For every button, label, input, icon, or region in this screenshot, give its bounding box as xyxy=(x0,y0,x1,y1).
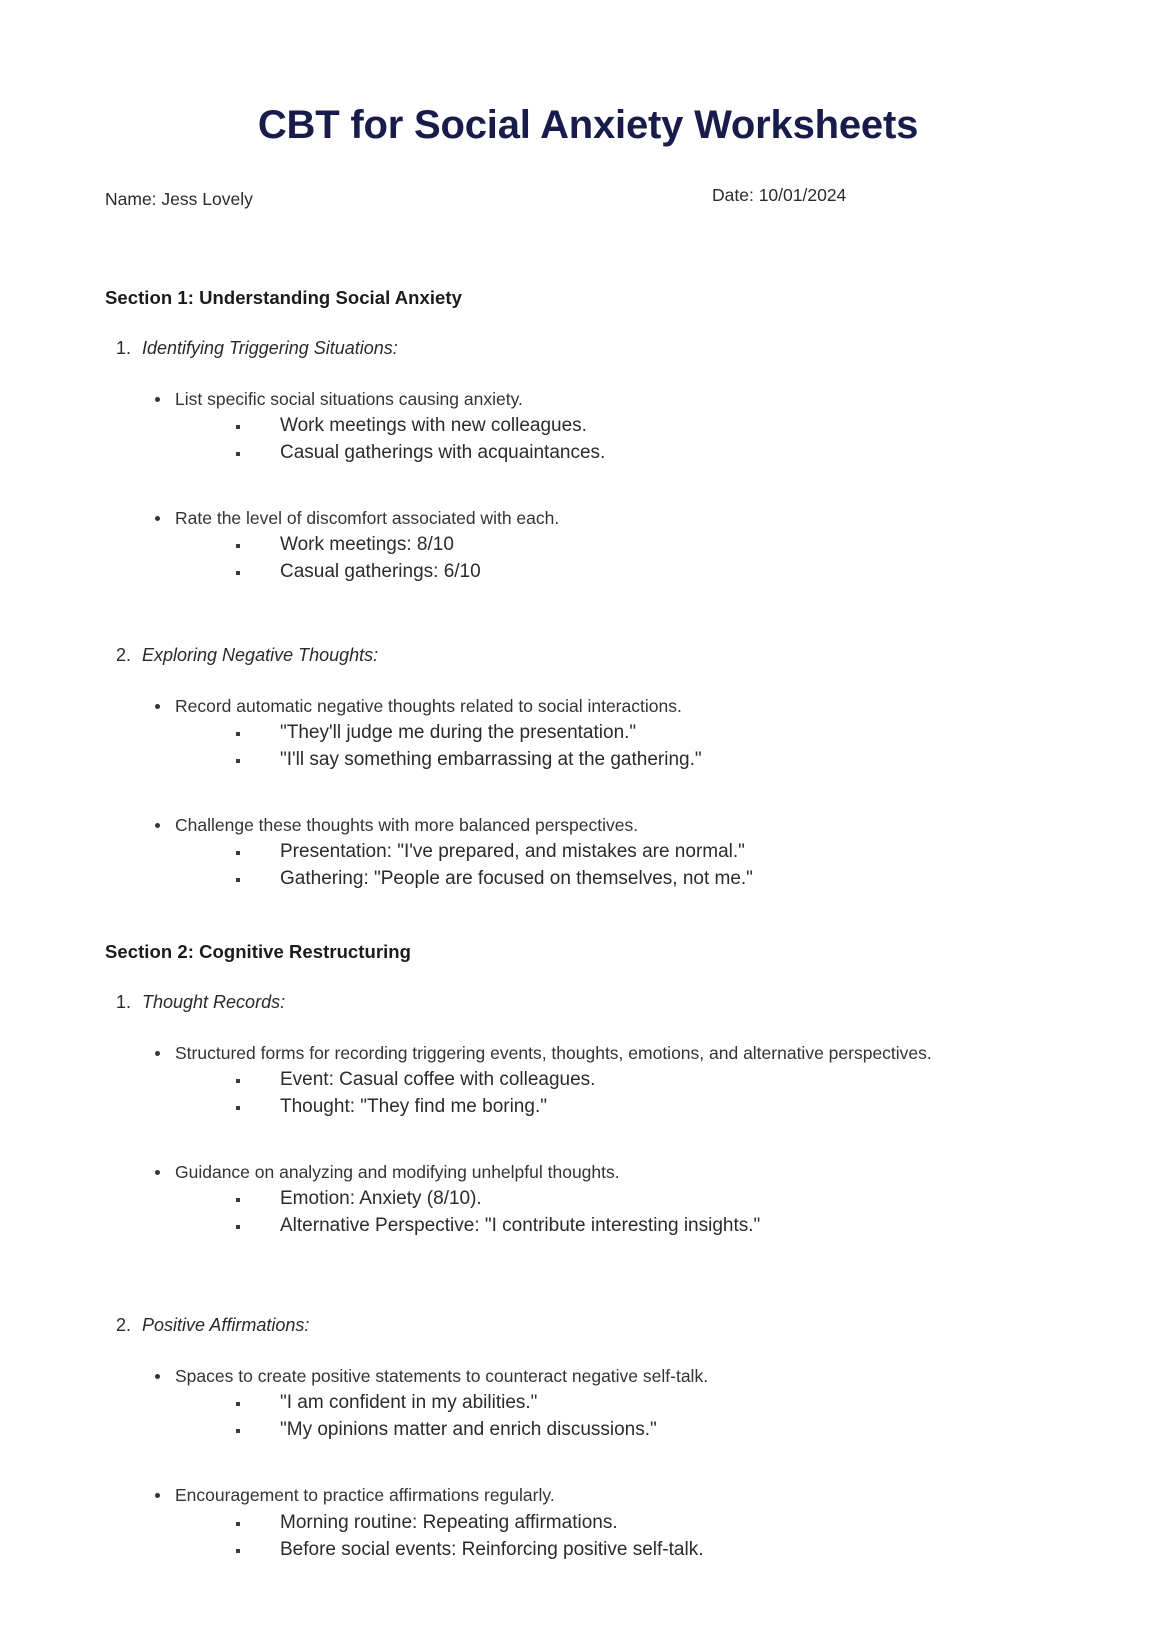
name-field[interactable] xyxy=(105,189,253,210)
list-number: 2. xyxy=(116,1315,132,1336)
sub-list-item: Morning routine: Repeating affirmations. xyxy=(175,1510,1071,1537)
sub-list-item: Casual gatherings: 6/10 xyxy=(175,559,1071,586)
list-number: 1. xyxy=(116,338,132,358)
sub-list xyxy=(175,1390,1071,1444)
sub-list-item: "They'll judge me during the presentation." xyxy=(175,720,1071,747)
sub-list-item: Thought: "They find me boring." xyxy=(175,1094,1071,1121)
sub-list xyxy=(175,413,1071,467)
sub-list-item: "I am confident in my abilities." xyxy=(175,1390,1071,1417)
meta-row xyxy=(105,185,1071,215)
section-2-heading: Section 2: Cognitive Restructuring xyxy=(105,941,411,963)
section-1-item-1 xyxy=(105,337,1071,360)
bullet-text: Structured forms for recording triggering events, thoughts, emotions, and alternative perspectives. xyxy=(175,1042,932,1063)
sub-list-item: Emotion: Anxiety (8/10). xyxy=(175,1186,1071,1213)
bullet-text: Challenge these thoughts with more balanced perspectives. xyxy=(175,814,639,835)
page-title: CBT for Social Anxiety Worksheets xyxy=(257,103,919,147)
section-2-item-1 xyxy=(105,991,1071,1014)
sub-list-item: Gathering: "People are focused on themselves, not me." xyxy=(175,866,1071,893)
sub-list-item: Work meetings: 8/10 xyxy=(175,532,1071,559)
list-number: 1. xyxy=(116,992,132,1013)
section-1-heading: Section 1: Understanding Social Anxiety xyxy=(105,287,462,308)
sub-list-item: Presentation: "I've prepared, and mistakes are normal." xyxy=(175,839,1071,866)
list-item xyxy=(105,1160,1071,1240)
sub-list-item: "I'll say something embarrassing at the gathering." xyxy=(175,747,1071,774)
section-2 xyxy=(105,941,1071,1563)
sub-list xyxy=(175,1067,1071,1121)
sub-list-item: Alternative Perspective: "I contribute interesting insights." xyxy=(175,1213,1071,1240)
bullet-text: List specific social situations causing anxiety. xyxy=(175,388,523,409)
bullet-text: Spaces to create positive statements to counteract negative self-talk. xyxy=(175,1365,709,1386)
list-item xyxy=(105,1041,1071,1121)
list-number: 2. xyxy=(116,645,132,666)
list-item xyxy=(105,387,1071,467)
sub-list xyxy=(175,1186,1071,1240)
date-label: Date: xyxy=(712,185,754,205)
sub-list-item: Casual gatherings with acquaintances. xyxy=(175,440,1071,467)
list-item-title: Identifying Triggering Situations: xyxy=(142,338,398,358)
list-item xyxy=(105,813,1071,893)
name-value: Jess Lovely xyxy=(161,189,253,209)
sub-list xyxy=(175,532,1071,586)
list-item-title: Positive Affirmations: xyxy=(142,1315,310,1336)
sub-list-item: Event: Casual coffee with colleagues. xyxy=(175,1067,1071,1094)
date-value: 10/01/2024 xyxy=(758,185,847,205)
sub-list-item: "My opinions matter and enrich discussions." xyxy=(175,1417,1071,1444)
date-field[interactable] xyxy=(712,185,846,206)
section-1-item-2 xyxy=(105,644,1071,667)
list-item xyxy=(105,1483,1071,1563)
list-item-title: Thought Records: xyxy=(142,992,286,1013)
bullet-text: Encouragement to practice affirmations regularly. xyxy=(175,1485,555,1506)
section-1 xyxy=(105,287,1071,893)
sub-list xyxy=(175,839,1071,893)
sub-list xyxy=(175,1510,1071,1564)
list-item xyxy=(105,506,1071,586)
bullet-text: Rate the level of discomfort associated with each. xyxy=(175,507,560,528)
section-2-item-2 xyxy=(105,1314,1071,1337)
list-item-title: Exploring Negative Thoughts: xyxy=(142,645,379,666)
sub-list xyxy=(175,720,1071,774)
bullet-text: Record automatic negative thoughts related to social interactions. xyxy=(175,695,682,716)
sub-list-item: Work meetings with new colleagues. xyxy=(175,413,1071,440)
sub-list-item: Before social events: Reinforcing positive self-talk. xyxy=(175,1537,1071,1564)
bullet-text: Guidance on analyzing and modifying unhelpful thoughts. xyxy=(175,1162,620,1183)
list-item xyxy=(105,1364,1071,1444)
list-item xyxy=(105,694,1071,774)
name-label: Name: xyxy=(105,189,157,209)
